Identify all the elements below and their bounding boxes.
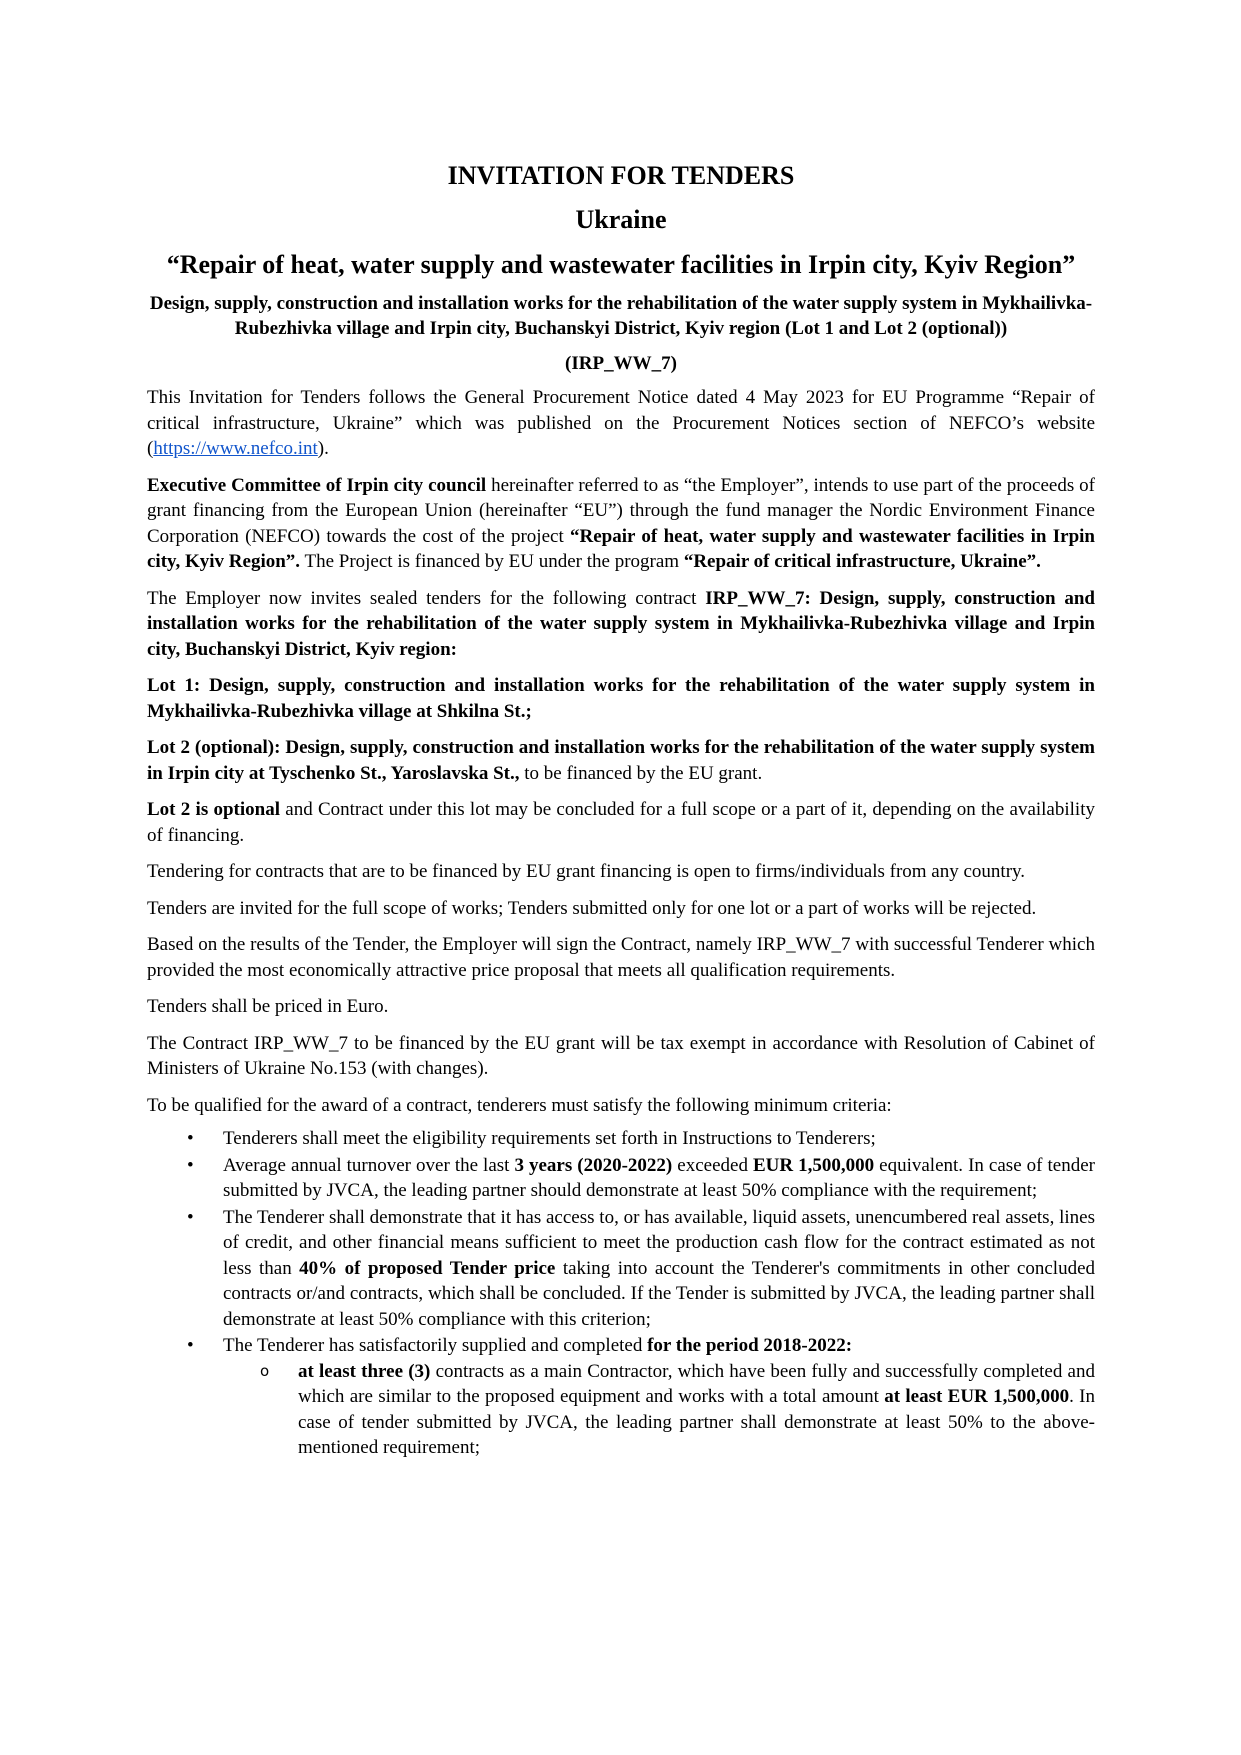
project-heading: “Repair of heat, water supply and wastewater facilities in Irpin city, Kyiv Region” [166, 250, 1076, 279]
criterion-experience-text: The Tenderer has satisfactorily supplied and completed [223, 1335, 648, 1356]
criterion-turnover-text: Average annual turnover over the last [223, 1154, 515, 1176]
contract-description: IRP_WW_7: Design, supply, construction and installation works for the rehabilitation of the water supply system in Mykhailivka-Rubezhivka village and Irpin city, Buchanskyi District, Kyiv region: [147, 587, 1096, 660]
lot2-optional-text: and Contract under this lot may be concluded for a full scope or a part of it, depending on the availability of financing. [147, 799, 1095, 846]
bullet-icon: • [187, 1206, 194, 1228]
bullet-icon: • [187, 1128, 194, 1149]
program-name: “Repair of critical infrastructure, Ukraine”. [683, 551, 1041, 572]
criterion-eligibility: Tenderers shall meet the eligibility requirements set forth in Instructions to Tenderers; [223, 1128, 876, 1149]
nefco-website-link[interactable]: https://www.nefco.int [153, 438, 318, 459]
intro-end: ). [317, 438, 329, 459]
lot2-description: Lot 2 (optional): Design, supply, construction and installation works for the rehabilitation of the water supply system in Irpin city at Tyschenko St., Yaroslavska St., [147, 737, 1095, 784]
employer-text-2: The Project is financed by EU under the program [300, 551, 684, 572]
turnover-period: 3 years (2020-2022) [514, 1154, 673, 1176]
tendering-paragraph: Tendering for contracts that are to be financed by EU grant financing is open to firms/individuals from any country. [147, 861, 1026, 882]
list-item [147, 1333, 1095, 1461]
lot1-paragraph [147, 673, 1095, 724]
list-item [147, 1153, 1095, 1204]
employer-paragraph [147, 473, 1095, 575]
bullet-icon: • [187, 1335, 194, 1356]
lot1-description: Lot 1: Design, supply, construction and installation works for the rehabilitation of the water supply system in Mykhailivka-Rubezhivka village at Shkilna St.; [147, 675, 1095, 722]
currency-paragraph: Tenders shall be priced in Euro. [147, 996, 389, 1017]
list-item [147, 1126, 1095, 1152]
lot2-optional-label: Lot 2 is optional [147, 799, 280, 820]
list-item [147, 1205, 1095, 1333]
circle-bullet-icon: o [260, 1361, 270, 1380]
lot2-financing: to be financed by the EU grant. [519, 762, 763, 784]
list-item [223, 1359, 1095, 1461]
project-name: “Repair of heat, water supply and wastewater facilities in Irpin city, Kyiv Region”. [147, 525, 1095, 572]
employer-text: hereinafter referred to as “the Employer”, intends to use part of the proceeds of grant financing from the European Union (hereinafter “EU”) through the fund manager the Nordic Environment Finance Corporation (NEFCO) towards the cost of the project [147, 474, 1096, 547]
lot2-paragraph [147, 735, 1095, 786]
country-heading: Ukraine [575, 205, 667, 234]
financial-threshold: 40% of proposed Tender price [299, 1257, 556, 1279]
full-scope-paragraph: Tenders are invited for the full scope of works; Tenders submitted only for one lot or a part of works will be rejected. [147, 897, 1037, 919]
document-body [147, 160, 1095, 1462]
qualification-paragraph: To be qualified for the award of a contract, tenderers must satisfy the following minimum criteria: [147, 1094, 892, 1116]
lot2-optional-paragraph [147, 797, 1095, 848]
criterion-turnover-text-2: exceeded [672, 1154, 753, 1176]
intro-text: This Invitation for Tenders follows the General Procurement Notice dated 4 May 2023 for EU Programme “Repair of critical infrastructure, Ukraine” which was published on the Procurement Notices section of NEFCO’s website ( [147, 387, 1095, 459]
contract-subtitle: Design, supply, construction and installation works for the rehabilitation of the water supply system in Mykhailivka-Rubezhivka village and Irpin city, Buchanskyi District, Kyiv region (Lot 1 and Lot 2 (optional)) [149, 293, 1093, 339]
contracts-text-2: . In case of tender submitted by JVCA, the leading partner shall demonstrate at least 50% to the above-mentioned requirement; [298, 1386, 1095, 1458]
criterion-turnover-text-3: equivalent. In case of tender submitted by JVCA, the leading partner should demonstrate at least 50% compliance with the requirement; [223, 1154, 1095, 1201]
invitation-paragraph [147, 586, 1095, 663]
invitation-text: The Employer now invites sealed tenders for the following contract [147, 587, 706, 609]
contracts-amount: at least EUR 1,500,000 [884, 1386, 1070, 1407]
intro-paragraph [147, 385, 1095, 462]
employer-name: Executive Committee of Irpin city council [147, 474, 487, 496]
results-paragraph: Based on the results of the Tender, the Employer will sign the Contract, namely IRP_WW_7 with successful Tenderer which provided the most economically attractive price proposal that meets all qualification requirements. [147, 934, 1095, 981]
criterion-financial-text-2: taking into account the Tenderer's commitments in other concluded contracts or/and contracts, which shall be concluded. If the Tender is submitted by JVCA, the leading partner shall demonstrate at least 50% compliance with this criterion; [223, 1257, 1096, 1330]
document-title: INVITATION FOR TENDERS [447, 161, 795, 190]
criteria-list [147, 1126, 1095, 1461]
contracts-text: contracts as a main Contractor, which have been fully and successfully completed and which are similar to the proposed equipment and works with a total amount [298, 1360, 1095, 1407]
contracts-count: at least three (3) [298, 1360, 431, 1382]
tax-paragraph: The Contract IRP_WW_7 to be financed by the EU grant will be tax exempt in accordance with Resolution of Cabinet of Ministers of Ukraine No.153 (with changes). [147, 1032, 1095, 1079]
experience-period: for the period 2018-2022: [647, 1335, 853, 1356]
turnover-amount: EUR 1,500,000 [752, 1154, 875, 1176]
criterion-financial-text: The Tenderer shall demonstrate that it has access to, or has available, liquid assets, unencumbered real assets, lines of credit, and other financial means sufficient to meet the production cash flow for the contract estimated as not less than [223, 1206, 1095, 1279]
bullet-icon: • [187, 1154, 194, 1176]
contract-code: (IRP_WW_7) [565, 353, 677, 374]
experience-sublist [223, 1359, 1095, 1461]
